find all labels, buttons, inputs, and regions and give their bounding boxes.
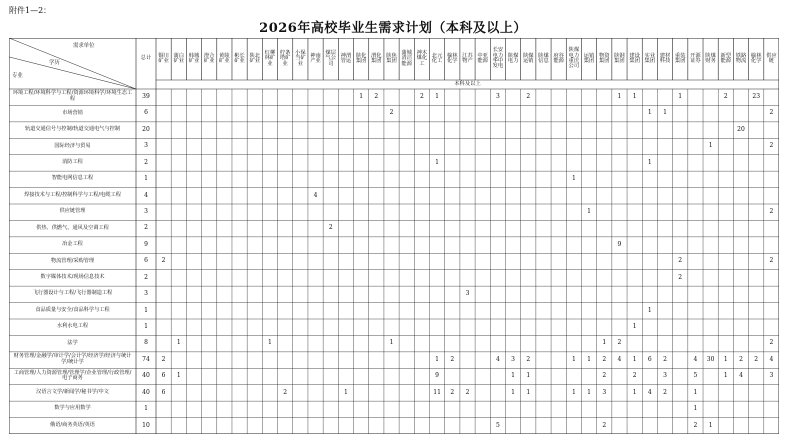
unit-header-26: 府谷能源 [553,52,564,64]
annex-label: 附件1—2： [9,6,52,15]
demand-count-cell: 1 [587,355,591,363]
unit-header-30: 陕钢集团 [614,52,625,64]
row-major-label: 市场营销 [62,109,83,116]
row-total: 39 [142,93,150,101]
row-major-label: 国际经济与贸易 [54,142,91,149]
demand-count-cell: 1 [693,388,698,396]
row-total: 8 [144,339,148,347]
demand-count-cell: 2 [769,109,774,117]
demand-count-cell: 5 [693,372,698,380]
demand-count-cell: 1 [632,388,637,396]
unit-header-34: 重装集团 [674,52,686,64]
row-total: 4 [144,191,148,199]
demand-count-cell: 1 [663,109,667,117]
unit-header-19: 榆林化学 [446,52,458,64]
row-major-label: 物流管理/采购管理 [50,257,95,264]
row-total: 1 [144,405,148,413]
page-title: 2026年高校毕业生需求计划（本科及以上） [259,21,527,36]
corner-major-label: 专业 [12,73,23,79]
unit-header-37: 新型能源 [720,52,732,64]
education-subheader: 本科及以上 [454,80,481,87]
demand-count-cell: 1 [344,388,348,396]
row-major-label: 冶金工程 [62,241,83,248]
row-major-label: 飞行器设计与工程/飞行器制造工程 [32,290,113,297]
demand-count-cell: 1 [176,372,181,380]
demand-count-cell: 4 [693,355,698,363]
corner-demand-unit-label: 需求单位 [73,43,95,49]
row-total: 2 [144,158,148,166]
demand-count-cell: 1 [723,372,728,380]
row-major-label: 水利水电工程 [56,323,89,330]
demand-count-cell: 1 [389,339,394,347]
row-major-label: 工商管理/人力资源管理/管理学/企业管理/行政管理/电子商务 [13,369,132,382]
demand-count-cell: 6 [161,372,166,380]
demand-count-cell: 6 [161,388,166,396]
demand-count-cell: 2 [465,388,470,396]
demand-count-cell: 2 [739,355,743,363]
demand-count-cell: 2 [632,372,637,380]
corner-education-label: 学历 [49,60,60,66]
demand-count-cell: 1 [708,421,713,429]
row-major-label: 汉语言文学/新闻学/秘书学/中文 [36,389,109,396]
row-total: 6 [144,257,148,265]
demand-count-cell: 2 [602,355,607,363]
row-major-label: 供热、供燃气、通风及空调工程 [36,224,109,231]
demand-count-cell: 23 [752,93,761,101]
unit-header-14: 渭化集团 [371,52,382,64]
unit-header-23: 陕煤电力 [507,52,519,64]
demand-count-cell: 3 [769,372,774,380]
row-total: 2 [144,224,148,232]
row-major-label: 食品质量与安全/食品科学与工程 [35,306,110,313]
unit-header-22: 长安电力华中发电 [492,47,504,70]
demand-count-cell: 1 [693,405,698,413]
demand-count-cell: 1 [723,355,728,363]
demand-count-cell: 1 [571,175,576,183]
demand-count-cell: 2 [678,257,683,265]
demand-count-cell: 9 [617,240,622,248]
unit-header-36: 陕煤财务 [705,52,716,64]
row-total: 1 [144,323,148,331]
demand-count-cell: 1 [632,323,637,331]
demand-count-cell: 1 [268,339,272,347]
total-header: 总计 [140,55,152,62]
demand-count-cell: 3 [511,355,515,363]
row-major-label: 环境工程/环境科学与工程/资源环境科学/环境生态工程 [12,90,133,103]
row-major-label: 数字媒体技术/现场信息技术 [40,274,105,281]
demand-count-cell: 2 [602,421,607,429]
demand-count-cell: 2 [419,93,424,101]
demand-count-cell: 1 [511,372,515,380]
demand-count-cell: 1 [359,93,364,101]
demand-table [9,38,779,434]
demand-count-cell: 1 [511,388,515,396]
demand-count-cell: 4 [313,191,318,199]
demand-count-cell: 2 [389,109,394,117]
unit-header-13: 陕化集团 [355,52,367,64]
demand-count-cell: 3 [465,290,470,298]
demand-count-cell: 1 [617,93,622,101]
demand-count-cell: 2 [526,93,531,101]
demand-count-cell: 2 [769,208,774,216]
row-total: 9 [144,240,148,248]
unit-header-32: 实业集团 [644,52,656,64]
demand-count-cell: 1 [647,158,652,166]
demand-count-cell: 2 [283,388,288,396]
unit-header-35: 开源证券 [690,52,701,64]
demand-count-cell: 1 [435,355,439,363]
demand-count-cell: 1 [587,208,591,216]
demand-count-cell: 2 [328,224,333,232]
row-total: 74 [142,355,150,363]
row-total: 2 [144,273,148,281]
demand-count-cell: 3 [602,388,607,396]
row-major-label: 焊接技术与工程/控制科学与工程/电缆工程 [24,191,121,198]
demand-count-cell: 2 [450,355,455,363]
row-major-label: 供应链管理 [59,208,86,215]
unit-header-29: 物资集团 [598,52,610,64]
row-total: 6 [144,109,148,117]
demand-count-cell: 2 [693,421,698,429]
demand-count-cell: 1 [708,142,713,150]
demand-count-cell: 2 [678,273,683,281]
row-total: 10 [142,421,150,429]
demand-count-cell: 1 [587,388,591,396]
unit-header-25: 陕煤信息 [538,52,549,64]
demand-count-cell: 2 [663,388,667,396]
demand-count-cell: 2 [161,257,166,265]
demand-count-cell: 2 [161,355,166,363]
unit-header-6: 陕北矿业 [249,52,261,64]
demand-count-cell: 4 [495,355,500,363]
row-total: 20 [142,125,150,133]
demand-count-cell: 4 [617,355,622,363]
unit-header-16: 蒲城清洁能源 [401,49,412,67]
row-major-label: 数学与应用数学 [54,405,91,412]
row-major-label: 智能电网信息工程 [51,175,94,182]
row-total: 1 [144,175,148,183]
demand-count-cell: 1 [647,109,652,117]
unit-header-12: 神渭管运 [340,52,352,64]
demand-count-cell: 2 [754,355,759,363]
unit-header-7: 红柳林矿业 [264,49,276,67]
demand-count-cell: 1 [571,355,576,363]
demand-count-cell: 2 [526,355,531,363]
demand-count-cell: 2 [450,388,455,396]
demand-count-cell: 1 [526,372,531,380]
unit-header-10: 神南产业 [310,52,321,64]
demand-count-cell: 1 [435,93,439,101]
demand-count-cell: 5 [495,421,500,429]
unit-header-4: 黄陵矿业 [219,52,230,64]
row-major-label: 俄语/商务英语/英语 [50,421,95,428]
row-total: 3 [144,142,148,150]
row-major-label: 财务管理/金融学/审计学/会计学/经济学/经济与统计学/统计学 [13,353,132,366]
unit-header-1: 蒲白矿业 [173,52,185,64]
unit-header-0: 铜川矿业 [158,52,169,64]
demand-count-cell: 3 [495,93,500,101]
demand-count-cell: 20 [737,125,745,133]
row-major-label: 轨道交通信号与控制/轨道交通电气与控制 [24,126,121,133]
demand-count-cell: 1 [678,93,683,101]
demand-count-cell: 4 [647,388,652,396]
row-total: 3 [144,290,148,298]
demand-count-cell: 2 [769,142,774,150]
demand-count-cell: 2 [663,355,667,363]
unit-header-8: 柠条塔矿业 [279,49,291,67]
unit-header-28: 运销集团 [583,52,595,64]
unit-header-15: 陕焦集团 [386,52,397,64]
unit-header-33: 建材科技 [659,52,671,64]
demand-count-cell: 1 [632,93,637,101]
demand-count-cell: 4 [739,372,743,380]
unit-header-17: 神木煤化工 [416,49,428,67]
unit-header-9: 小保当矿业 [295,49,306,67]
demand-count-cell: 4 [769,355,774,363]
demand-count-cell: 1 [526,388,531,396]
unit-header-27: 陕煤电力重庆公司 [568,47,580,70]
demand-count-cell: 2 [617,339,622,347]
demand-count-cell: 1 [435,158,439,166]
demand-count-cell: 2 [723,93,728,101]
row-total: 3 [144,208,148,216]
demand-count-cell: 11 [433,388,441,396]
row-total: 1 [144,306,148,314]
unit-header-2: 韩城矿业 [188,52,200,64]
row-major-label: 消防工程 [62,159,83,166]
row-total: 40 [142,372,150,380]
demand-count-cell: 1 [176,339,181,347]
demand-count-cell: 2 [374,93,379,101]
row-total: 40 [142,388,150,396]
demand-count-cell: 1 [571,388,576,396]
demand-count-cell: 1 [647,306,652,314]
unit-header-40: 供应链 [766,52,777,64]
demand-count-cell: 9 [435,372,439,380]
demand-count-cell: 2 [602,372,607,380]
demand-count-cell: 6 [647,355,652,363]
demand-count-cell: 2 [769,257,774,265]
demand-count-cell: 1 [602,339,607,347]
row-major-label: 法学 [67,339,78,346]
demand-count-cell: 3 [663,372,667,380]
demand-count-cell: 1 [632,355,637,363]
demand-count-cell: 30 [706,355,715,363]
unit-header-18: 北元化工 [431,52,443,64]
unit-header-11: 煤层气公司 [325,49,337,67]
unit-header-24: 陕煤运销 [522,52,534,64]
unit-header-5: 彬长矿业 [234,52,245,64]
unit-header-31: 建设集团 [629,52,640,64]
unit-header-39: 榆林化学 [750,52,762,64]
demand-count-cell: 2 [769,339,774,347]
unit-header-38: 铁路物流 [735,52,747,64]
unit-header-21: 中亚能源 [477,52,488,64]
unit-header-20: 江苏物产 [462,52,473,64]
unit-header-3: 澄合矿业 [203,52,215,64]
